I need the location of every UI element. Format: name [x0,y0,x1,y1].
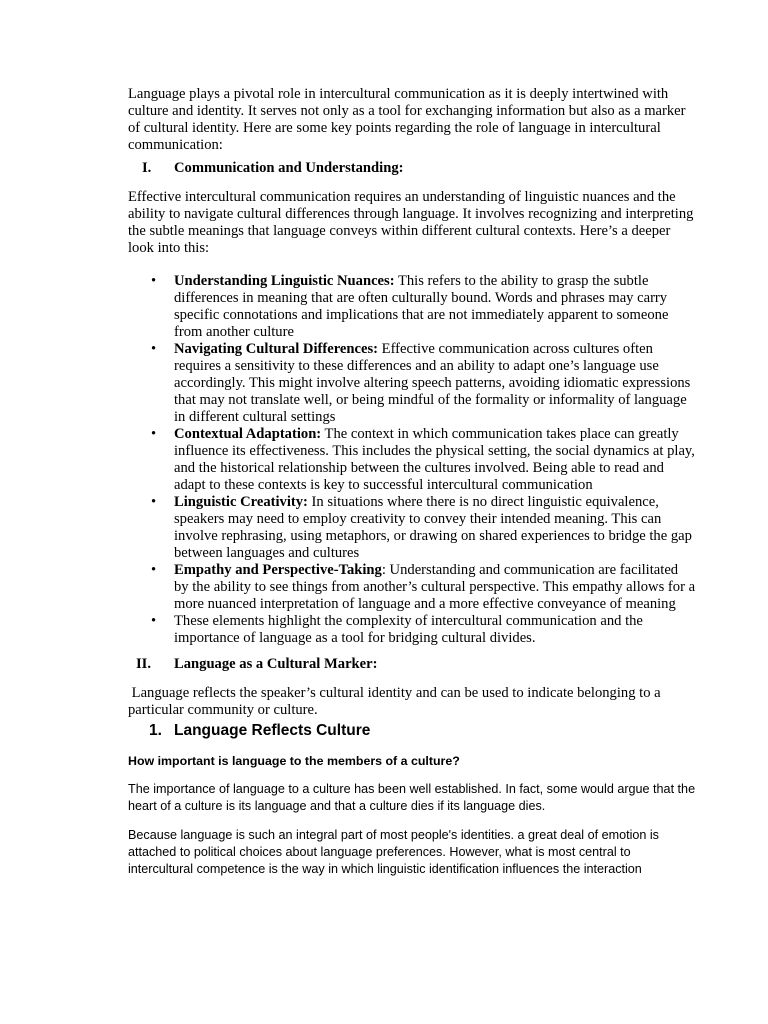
subsection-heading [128,721,696,741]
section-2-heading [128,656,696,673]
bullet-term: Understanding Linguistic Nuances: [174,273,395,289]
subsection-paragraph-1: The importance of language to a culture has been well established. In fact, some would argue that the heart of a culture is its language and that a culture dies if its language dies. [128,782,696,813]
section-1-bullet-list [128,273,696,647]
document-page [128,86,696,890]
section-1-number: I. [142,160,152,176]
bullet-text: These elements highlight the complexity of intercultural communication and the importance of language as a tool for bridging cultural divides. [174,613,643,646]
section-2-title: Language as a Cultural Marker: [174,656,378,672]
section-1-paragraph: Effective intercultural communication requires an understanding of linguistic nuances and the ability to navigate cultural differences through language. It involves recognizing and interpreting the subtle meanings that language conveys within different cultural contexts. Here’s a deeper look into this: [128,189,694,256]
list-item [128,613,696,647]
list-item [128,562,696,613]
subsection-paragraph-2: Because language is such an integral part of most people's identities. a great deal of emotion is attached to political choices about language preferences. However, what is most central to intercultural competence is the way in which linguistic identification influences the interaction [128,828,659,876]
bullet-icon: • [151,273,157,289]
section-2-number: II. [136,656,152,672]
bullet-term: Contextual Adaptation: [174,426,322,442]
subsection-question: How important is language to the members of a culture? [128,754,460,768]
bullet-icon: • [151,562,157,578]
bullet-icon: • [151,341,157,357]
bullet-icon: • [151,426,157,442]
bullet-term: Navigating Cultural Differences: [174,341,379,357]
bullet-icon: • [151,613,157,629]
list-item [128,341,696,426]
bullet-term: Empathy and Perspective-Taking [174,562,382,578]
subsection-number: 1. [149,722,162,739]
bullet-text: The context in which communication takes place can greatly influence its effectiveness. This includes the physical setting, the social dynamics at play, and the historical relationship between the cultures involved. Being able to read and adapt to these contexts is key to successful intercultural communication [174,426,695,493]
bullet-text: This refers to the ability to grasp the subtle differences in meaning that are often culturally bound. Words and phrases may carry specific connotations and implications that are not immediately apparent to someone from another culture [174,273,669,340]
list-item [128,426,696,494]
bullet-text: Effective communication across cultures often requires a sensitivity to these differences and an ability to adapt one’s language use accordingly. This might involve altering speech patterns, avoiding idiomatic expressions that may not translate well, or being mindful of the formality or informality of language in different cultural settings [174,341,691,425]
bullet-text: In situations where there is no direct linguistic equivalence, speakers may need to employ creativity to convey their intended meaning. This can involve rephrasing, using metaphors, or drawing on shared experiences to bridge the gap between languages and cultures [174,494,692,561]
subsection-title: Language Reflects Culture [174,722,371,739]
list-item [128,273,696,341]
bullet-text: : Understanding and communication are facilitated by the ability to see things from another’s cultural perspective. This empathy allows for a more nuanced interpretation of language and a more effective conveyance of meaning [174,562,696,612]
bullet-icon: • [151,494,157,510]
list-item [128,494,696,562]
bullet-term: Linguistic Creativity: [174,494,308,510]
section-1-heading [128,160,696,177]
section-2-paragraph: Language reflects the speaker’s cultural identity and can be used to indicate belonging to a particular community or culture. [128,685,665,718]
intro-paragraph: Language plays a pivotal role in intercultural communication as it is deeply intertwined with culture and identity. It serves not only as a tool for exchanging information but also as a marker of cultural identity. Here are some key points regarding the role of language in intercultural communication: [128,86,686,153]
section-1-title: Communication and Understanding: [174,160,404,176]
